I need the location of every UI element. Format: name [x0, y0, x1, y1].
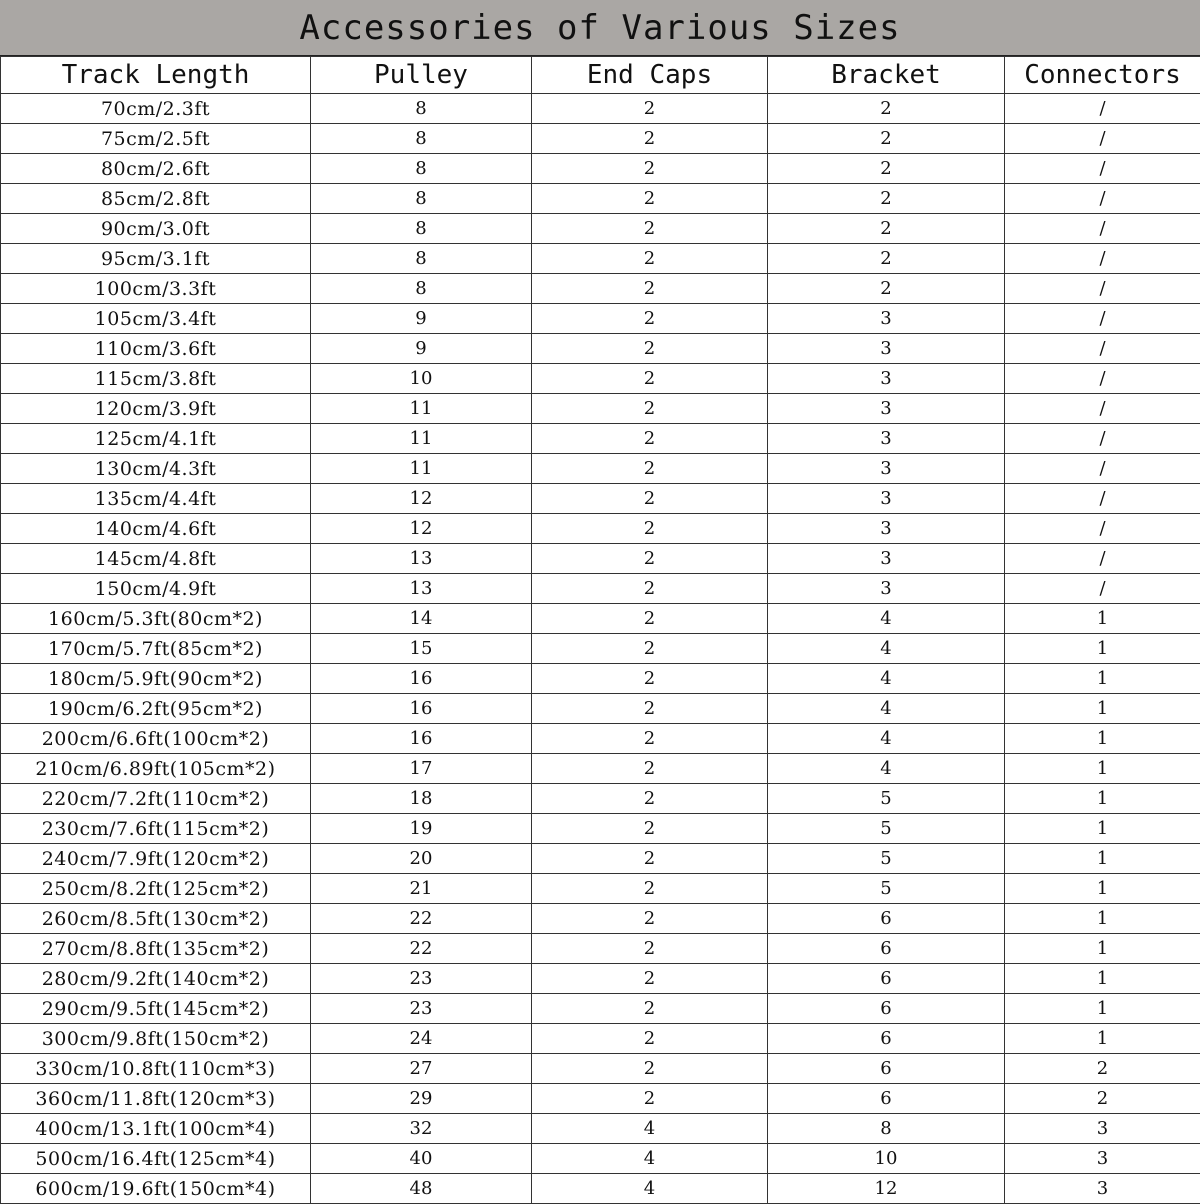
table-row	[1, 994, 1200, 1024]
table-row	[1, 514, 1200, 544]
table-row	[1, 544, 1200, 574]
cell-connectors: 1	[1005, 964, 1200, 994]
cell-connectors: /	[1005, 124, 1200, 154]
cell-connectors: /	[1005, 394, 1200, 424]
cell-pulley: 27	[311, 1054, 532, 1084]
cell-connectors: 1	[1005, 874, 1200, 904]
title-bar	[0, 0, 1200, 56]
cell-end-caps: 2	[532, 724, 768, 754]
cell-pulley: 48	[311, 1174, 532, 1204]
cell-track-length: 290cm/9.5ft(145cm*2)	[1, 994, 311, 1024]
cell-bracket: 5	[768, 814, 1005, 844]
cell-track-length: 250cm/8.2ft(125cm*2)	[1, 874, 311, 904]
cell-connectors: /	[1005, 364, 1200, 394]
page-title: Accessories of Various Sizes	[299, 8, 900, 48]
cell-track-length: 330cm/10.8ft(110cm*3)	[1, 1054, 311, 1084]
cell-end-caps: 2	[532, 814, 768, 844]
cell-connectors: 1	[1005, 754, 1200, 784]
cell-bracket: 3	[768, 364, 1005, 394]
cell-bracket: 6	[768, 904, 1005, 934]
cell-track-length: 100cm/3.3ft	[1, 274, 311, 304]
cell-connectors: 1	[1005, 634, 1200, 664]
cell-track-length: 105cm/3.4ft	[1, 304, 311, 334]
cell-pulley: 18	[311, 784, 532, 814]
cell-end-caps: 2	[532, 94, 768, 124]
cell-track-length: 600cm/19.6ft(150cm*4)	[1, 1174, 311, 1204]
cell-pulley: 8	[311, 214, 532, 244]
cell-bracket: 3	[768, 304, 1005, 334]
cell-connectors: 1	[1005, 724, 1200, 754]
cell-pulley: 23	[311, 994, 532, 1024]
table-row	[1, 1084, 1200, 1114]
cell-bracket: 6	[768, 1054, 1005, 1084]
cell-connectors: 1	[1005, 994, 1200, 1024]
cell-pulley: 9	[311, 304, 532, 334]
cell-pulley: 22	[311, 904, 532, 934]
header-pulley: Pulley	[311, 57, 532, 94]
cell-track-length: 500cm/16.4ft(125cm*4)	[1, 1144, 311, 1174]
cell-track-length: 130cm/4.3ft	[1, 454, 311, 484]
table-row	[1, 844, 1200, 874]
cell-end-caps: 2	[532, 904, 768, 934]
cell-track-length: 230cm/7.6ft(115cm*2)	[1, 814, 311, 844]
cell-end-caps: 2	[532, 634, 768, 664]
table-row	[1, 1054, 1200, 1084]
cell-bracket: 5	[768, 844, 1005, 874]
cell-track-length: 150cm/4.9ft	[1, 574, 311, 604]
cell-bracket: 3	[768, 484, 1005, 514]
table-row	[1, 1024, 1200, 1054]
cell-bracket: 3	[768, 574, 1005, 604]
cell-track-length: 110cm/3.6ft	[1, 334, 311, 364]
cell-bracket: 4	[768, 664, 1005, 694]
cell-end-caps: 2	[532, 484, 768, 514]
cell-pulley: 22	[311, 934, 532, 964]
cell-bracket: 5	[768, 874, 1005, 904]
cell-track-length: 400cm/13.1ft(100cm*4)	[1, 1114, 311, 1144]
table-row	[1, 634, 1200, 664]
cell-connectors: /	[1005, 274, 1200, 304]
cell-end-caps: 2	[532, 334, 768, 364]
cell-bracket: 4	[768, 724, 1005, 754]
cell-connectors: 1	[1005, 934, 1200, 964]
cell-bracket: 12	[768, 1174, 1005, 1204]
cell-bracket: 2	[768, 94, 1005, 124]
cell-bracket: 3	[768, 394, 1005, 424]
cell-pulley: 12	[311, 484, 532, 514]
cell-end-caps: 2	[532, 784, 768, 814]
cell-end-caps: 2	[532, 934, 768, 964]
cell-connectors: 3	[1005, 1174, 1200, 1204]
cell-bracket: 2	[768, 184, 1005, 214]
cell-end-caps: 2	[532, 694, 768, 724]
cell-track-length: 125cm/4.1ft	[1, 424, 311, 454]
cell-bracket: 6	[768, 964, 1005, 994]
cell-bracket: 6	[768, 934, 1005, 964]
cell-connectors: /	[1005, 544, 1200, 574]
cell-bracket: 6	[768, 1084, 1005, 1114]
table-row	[1, 904, 1200, 934]
table-row	[1, 244, 1200, 274]
table-row	[1, 214, 1200, 244]
header-connectors: Connectors	[1005, 57, 1200, 94]
table-row	[1, 304, 1200, 334]
table-row	[1, 694, 1200, 724]
cell-pulley: 8	[311, 124, 532, 154]
table-row	[1, 484, 1200, 514]
cell-pulley: 12	[311, 514, 532, 544]
cell-connectors: /	[1005, 514, 1200, 544]
table-row	[1, 1114, 1200, 1144]
cell-connectors: /	[1005, 94, 1200, 124]
cell-connectors: 1	[1005, 784, 1200, 814]
cell-bracket: 8	[768, 1114, 1005, 1144]
cell-connectors: 1	[1005, 904, 1200, 934]
cell-connectors: 1	[1005, 814, 1200, 844]
cell-track-length: 115cm/3.8ft	[1, 364, 311, 394]
cell-track-length: 300cm/9.8ft(150cm*2)	[1, 1024, 311, 1054]
cell-connectors: 1	[1005, 1024, 1200, 1054]
table-row	[1, 754, 1200, 784]
table-row	[1, 604, 1200, 634]
cell-end-caps: 2	[532, 244, 768, 274]
cell-connectors: /	[1005, 244, 1200, 274]
cell-end-caps: 2	[532, 154, 768, 184]
cell-end-caps: 4	[532, 1114, 768, 1144]
cell-track-length: 190cm/6.2ft(95cm*2)	[1, 694, 311, 724]
cell-track-length: 120cm/3.9ft	[1, 394, 311, 424]
cell-bracket: 4	[768, 754, 1005, 784]
table-body	[1, 94, 1200, 1204]
header-row	[1, 57, 1200, 94]
cell-track-length: 70cm/2.3ft	[1, 94, 311, 124]
table-row	[1, 424, 1200, 454]
cell-end-caps: 2	[532, 1024, 768, 1054]
table-row	[1, 874, 1200, 904]
cell-bracket: 2	[768, 274, 1005, 304]
cell-end-caps: 2	[532, 664, 768, 694]
cell-pulley: 10	[311, 364, 532, 394]
table-row	[1, 454, 1200, 484]
cell-end-caps: 4	[532, 1144, 768, 1174]
cell-track-length: 260cm/8.5ft(130cm*2)	[1, 904, 311, 934]
cell-connectors: /	[1005, 484, 1200, 514]
cell-pulley: 24	[311, 1024, 532, 1054]
cell-connectors: /	[1005, 154, 1200, 184]
cell-connectors: 2	[1005, 1084, 1200, 1114]
cell-connectors: /	[1005, 184, 1200, 214]
cell-pulley: 23	[311, 964, 532, 994]
cell-pulley: 16	[311, 664, 532, 694]
cell-end-caps: 2	[532, 424, 768, 454]
cell-end-caps: 2	[532, 964, 768, 994]
cell-pulley: 32	[311, 1114, 532, 1144]
cell-pulley: 8	[311, 94, 532, 124]
cell-end-caps: 2	[532, 1084, 768, 1114]
cell-bracket: 3	[768, 514, 1005, 544]
cell-connectors: /	[1005, 574, 1200, 604]
cell-track-length: 200cm/6.6ft(100cm*2)	[1, 724, 311, 754]
table-row	[1, 784, 1200, 814]
cell-track-length: 360cm/11.8ft(120cm*3)	[1, 1084, 311, 1114]
cell-end-caps: 2	[532, 874, 768, 904]
cell-track-length: 145cm/4.8ft	[1, 544, 311, 574]
table-row	[1, 814, 1200, 844]
cell-track-length: 270cm/8.8ft(135cm*2)	[1, 934, 311, 964]
cell-connectors: 2	[1005, 1054, 1200, 1084]
cell-pulley: 8	[311, 274, 532, 304]
cell-connectors: /	[1005, 454, 1200, 484]
cell-connectors: 1	[1005, 604, 1200, 634]
cell-pulley: 9	[311, 334, 532, 364]
cell-bracket: 3	[768, 424, 1005, 454]
cell-bracket: 5	[768, 784, 1005, 814]
table-row	[1, 394, 1200, 424]
cell-pulley: 8	[311, 154, 532, 184]
cell-track-length: 240cm/7.9ft(120cm*2)	[1, 844, 311, 874]
cell-bracket: 2	[768, 154, 1005, 184]
cell-pulley: 13	[311, 574, 532, 604]
table-row	[1, 184, 1200, 214]
header-end-caps: End Caps	[532, 57, 768, 94]
cell-end-caps: 2	[532, 364, 768, 394]
table-row	[1, 1144, 1200, 1174]
cell-pulley: 11	[311, 454, 532, 484]
cell-end-caps: 2	[532, 994, 768, 1024]
cell-end-caps: 2	[532, 604, 768, 634]
cell-end-caps: 2	[532, 574, 768, 604]
table-row	[1, 724, 1200, 754]
cell-pulley: 8	[311, 244, 532, 274]
cell-pulley: 15	[311, 634, 532, 664]
cell-bracket: 4	[768, 604, 1005, 634]
table-row	[1, 574, 1200, 604]
cell-connectors: /	[1005, 334, 1200, 364]
cell-track-length: 210cm/6.89ft(105cm*2)	[1, 754, 311, 784]
cell-pulley: 16	[311, 724, 532, 754]
cell-track-length: 75cm/2.5ft	[1, 124, 311, 154]
cell-connectors: /	[1005, 424, 1200, 454]
cell-bracket: 3	[768, 334, 1005, 364]
cell-connectors: 1	[1005, 694, 1200, 724]
table-row	[1, 934, 1200, 964]
cell-bracket: 3	[768, 454, 1005, 484]
cell-bracket: 3	[768, 544, 1005, 574]
header-bracket: Bracket	[768, 57, 1005, 94]
cell-connectors: 3	[1005, 1144, 1200, 1174]
cell-end-caps: 2	[532, 454, 768, 484]
table-row	[1, 274, 1200, 304]
table-row	[1, 964, 1200, 994]
cell-end-caps: 2	[532, 124, 768, 154]
cell-pulley: 21	[311, 874, 532, 904]
cell-bracket: 2	[768, 244, 1005, 274]
table-row	[1, 664, 1200, 694]
cell-end-caps: 2	[532, 514, 768, 544]
cell-pulley: 16	[311, 694, 532, 724]
cell-end-caps: 2	[532, 844, 768, 874]
cell-pulley: 29	[311, 1084, 532, 1114]
cell-connectors: /	[1005, 304, 1200, 334]
cell-pulley: 13	[311, 544, 532, 574]
cell-track-length: 280cm/9.2ft(140cm*2)	[1, 964, 311, 994]
cell-end-caps: 2	[532, 214, 768, 244]
cell-track-length: 180cm/5.9ft(90cm*2)	[1, 664, 311, 694]
accessories-table	[0, 56, 1200, 1204]
table-row	[1, 124, 1200, 154]
cell-pulley: 11	[311, 424, 532, 454]
cell-bracket: 2	[768, 214, 1005, 244]
cell-end-caps: 2	[532, 184, 768, 214]
cell-connectors: 3	[1005, 1114, 1200, 1144]
header-track-length: Track Length	[1, 57, 311, 94]
table-row	[1, 364, 1200, 394]
cell-track-length: 160cm/5.3ft(80cm*2)	[1, 604, 311, 634]
cell-bracket: 10	[768, 1144, 1005, 1174]
cell-bracket: 4	[768, 634, 1005, 664]
cell-bracket: 6	[768, 994, 1005, 1024]
cell-connectors: /	[1005, 214, 1200, 244]
cell-end-caps: 2	[532, 544, 768, 574]
cell-connectors: 1	[1005, 664, 1200, 694]
cell-pulley: 11	[311, 394, 532, 424]
cell-pulley: 19	[311, 814, 532, 844]
cell-end-caps: 2	[532, 1054, 768, 1084]
table-row	[1, 154, 1200, 184]
cell-bracket: 4	[768, 694, 1005, 724]
cell-pulley: 14	[311, 604, 532, 634]
cell-connectors: 1	[1005, 844, 1200, 874]
cell-pulley: 20	[311, 844, 532, 874]
cell-track-length: 90cm/3.0ft	[1, 214, 311, 244]
cell-bracket: 6	[768, 1024, 1005, 1054]
cell-end-caps: 2	[532, 754, 768, 784]
cell-end-caps: 2	[532, 274, 768, 304]
cell-track-length: 95cm/3.1ft	[1, 244, 311, 274]
cell-pulley: 8	[311, 184, 532, 214]
cell-end-caps: 2	[532, 304, 768, 334]
cell-pulley: 17	[311, 754, 532, 784]
cell-track-length: 80cm/2.6ft	[1, 154, 311, 184]
table-row	[1, 334, 1200, 364]
cell-track-length: 135cm/4.4ft	[1, 484, 311, 514]
cell-end-caps: 2	[532, 394, 768, 424]
cell-pulley: 40	[311, 1144, 532, 1174]
table-row	[1, 94, 1200, 124]
cell-track-length: 170cm/5.7ft(85cm*2)	[1, 634, 311, 664]
cell-track-length: 220cm/7.2ft(110cm*2)	[1, 784, 311, 814]
cell-track-length: 85cm/2.8ft	[1, 184, 311, 214]
cell-end-caps: 4	[532, 1174, 768, 1204]
table-row	[1, 1174, 1200, 1204]
cell-track-length: 140cm/4.6ft	[1, 514, 311, 544]
cell-bracket: 2	[768, 124, 1005, 154]
